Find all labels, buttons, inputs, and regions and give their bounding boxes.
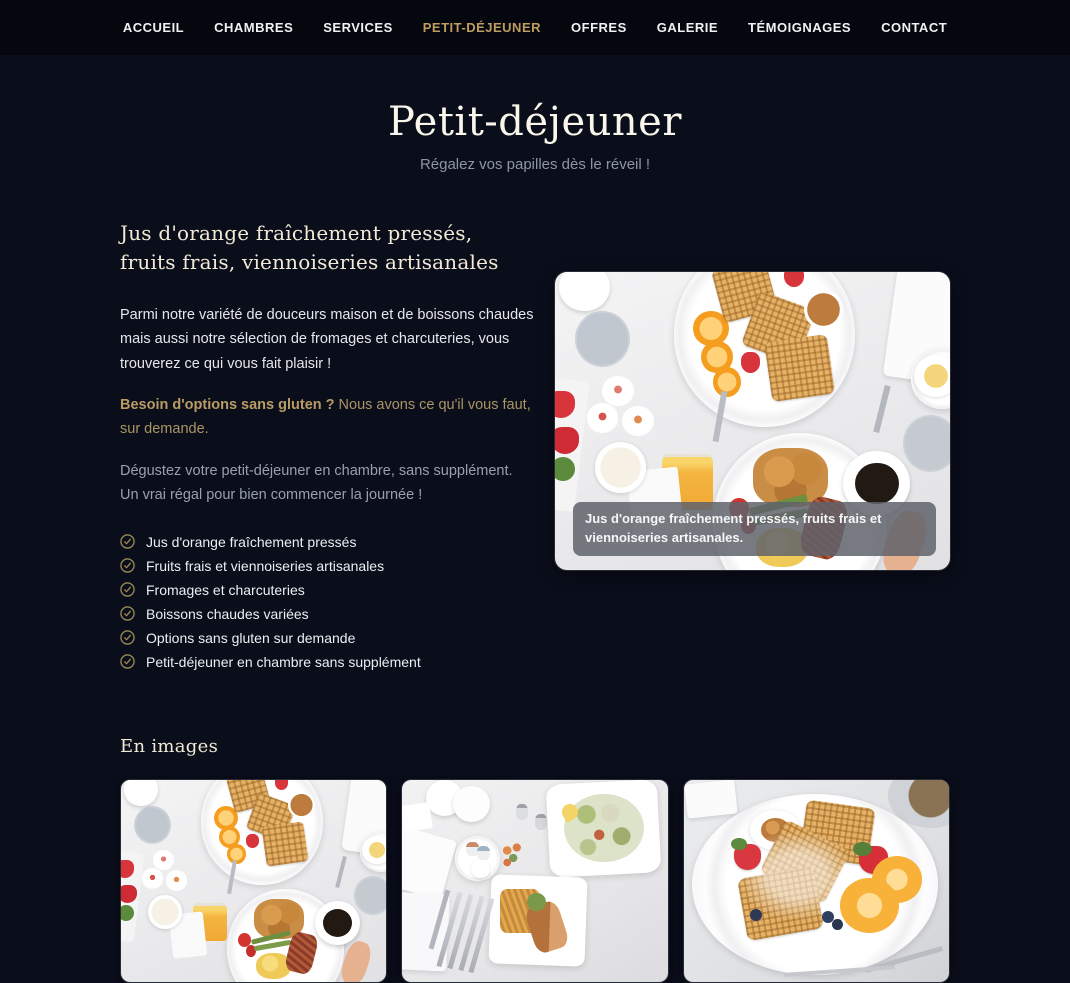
napkin <box>685 779 739 818</box>
cupcake <box>587 403 619 433</box>
nav-item-petit-dejeuner[interactable]: PETIT-DÉJEUNER <box>422 20 542 35</box>
coffee <box>855 463 898 505</box>
feature-label: Options sans gluten sur demande <box>146 629 356 646</box>
cupcake <box>142 868 163 888</box>
fork <box>335 856 347 888</box>
check-circle-icon <box>120 630 135 645</box>
gluten-highlight-rest: Nous avons ce qu'il vous faut, sur demande. <box>120 397 531 438</box>
gallery-illustration-1 <box>121 780 386 982</box>
page-title: Petit-déjeuner <box>388 99 682 145</box>
intro-heading: Jus d'orange fraîchement pressés, fruits frais, viennoiseries artisanales <box>120 221 499 274</box>
gallery-section <box>120 736 950 983</box>
check-circle-icon <box>120 582 135 597</box>
check-circle-icon <box>120 606 135 621</box>
nav-item-services[interactable]: SERVICES <box>323 20 393 35</box>
jar <box>471 860 490 878</box>
cup <box>453 786 490 822</box>
intro-paragraph-1: Parmi notre variété de douceurs maison et de boissons chaudes mais aussi notre sélection de fromages et charcuteries, vous trouverez ce qui vous fait plaisir ! <box>120 307 534 372</box>
napkin <box>401 825 457 900</box>
nav-item-temoignages[interactable]: TÉMOIGNAGES <box>748 20 852 35</box>
strawberry <box>554 427 579 454</box>
feature-item <box>120 602 534 626</box>
pepper-shaker <box>535 814 547 830</box>
cupcake <box>166 870 187 890</box>
cupcake <box>602 376 634 406</box>
water-glass <box>903 415 951 472</box>
butter-bowl <box>362 836 387 864</box>
flower <box>500 840 524 870</box>
feature-label: Fruits frais et viennoiseries artisanales <box>146 557 385 574</box>
nav-item-galerie[interactable]: GALERIE <box>656 20 719 35</box>
check-circle-icon <box>120 654 135 669</box>
gallery-heading: En images <box>120 735 219 757</box>
gallery-illustration-3 <box>684 780 949 982</box>
cupcake <box>153 850 174 870</box>
feature-item <box>120 554 534 578</box>
water-glass <box>575 311 630 368</box>
receipt <box>401 802 433 832</box>
orange-slice <box>840 878 898 933</box>
blueberry <box>832 919 843 930</box>
nav-item-accueil[interactable]: ACCUEIL <box>122 20 185 35</box>
check-circle-icon <box>120 534 135 549</box>
feature-item <box>120 650 534 674</box>
intro-paragraph-3: Dégustez votre petit-déjeuner en chambre, sans supplément. Un vrai régal pour bien commencer la journée ! <box>120 462 513 504</box>
cream-bowl <box>595 442 646 493</box>
intro-paragraph-2 <box>120 393 534 442</box>
jam-bowl <box>288 792 315 818</box>
waffle <box>262 821 310 867</box>
gallery-image-waffles[interactable] <box>683 779 950 983</box>
check-circle-icon <box>120 558 135 573</box>
intro-section <box>120 219 950 674</box>
salt-shaker <box>516 804 528 820</box>
salad <box>564 794 644 863</box>
feature-label: Fromages et charcuteries <box>146 581 305 598</box>
powdered-sugar <box>737 830 856 921</box>
greens <box>527 893 546 911</box>
gallery-illustration-2 <box>402 780 667 982</box>
strawberry-leaves <box>554 457 575 481</box>
breakfast-photo <box>554 271 951 571</box>
coffee <box>323 909 352 937</box>
jam-bowl <box>804 290 844 329</box>
photo-caption: Jus d'orange fraîchement pressés, fruits frais et viennoiseries artisanales. <box>573 502 936 556</box>
page-subtitle: Régalez vos papilles dès le réveil ! <box>419 156 651 173</box>
gallery-image-breakfast-table[interactable] <box>120 779 387 983</box>
strawberry <box>120 885 137 903</box>
waffle <box>764 333 835 401</box>
strawberry <box>246 834 259 848</box>
jar <box>477 846 490 860</box>
top-navigation <box>0 0 1070 55</box>
nav-item-contact[interactable]: CONTACT <box>881 20 948 35</box>
feature-item <box>120 530 534 554</box>
feature-label: Petit-déjeuner en chambre sans supplément <box>146 653 421 670</box>
butter-bowl <box>914 355 951 397</box>
water-glass <box>354 876 387 914</box>
feature-list <box>120 530 534 674</box>
nav-item-offres[interactable]: OFFRES <box>571 20 627 35</box>
cup <box>559 271 610 311</box>
water-glass <box>134 806 171 844</box>
gluten-highlight: Besoin d'options sans gluten ? <box>120 397 335 414</box>
gallery-image-room-service[interactable] <box>401 779 668 983</box>
feature-label: Jus d'orange fraîchement pressés <box>146 533 357 550</box>
cream-bowl <box>148 895 182 929</box>
cup <box>124 779 158 806</box>
nav-item-chambres[interactable]: CHAMBRES <box>214 20 294 35</box>
cupcake <box>622 406 654 436</box>
feature-item <box>120 578 534 602</box>
blueberry <box>750 909 762 921</box>
feature-item <box>120 626 534 650</box>
fork <box>873 385 891 433</box>
feature-label: Boissons chaudes variées <box>146 605 309 622</box>
hero-section <box>0 55 1070 173</box>
